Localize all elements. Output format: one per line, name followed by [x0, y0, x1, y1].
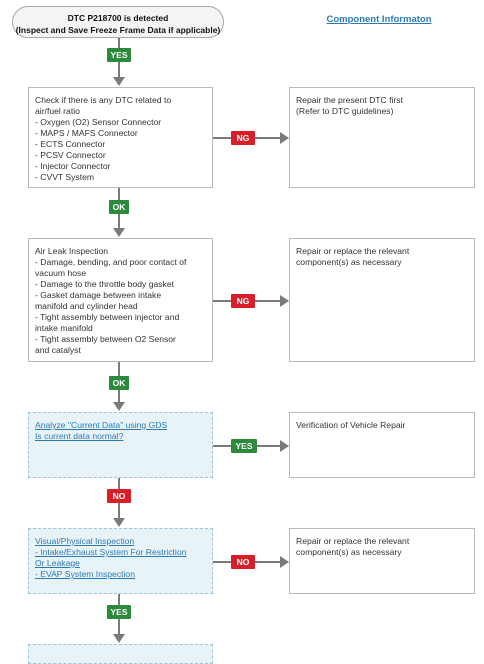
visual-inspection-step — [28, 528, 213, 594]
yes-badge: YES — [231, 439, 257, 453]
arrow-down-icon — [113, 634, 125, 643]
no-badge: NO — [231, 555, 255, 569]
dtc-detected-start — [12, 6, 224, 38]
step-line: - Tight assembly between O2 Sensor — [35, 334, 176, 344]
arrow-right-icon — [280, 132, 289, 144]
arrow-down-icon — [113, 518, 125, 527]
gds-current-data-link[interactable]: Analyze "Current Data" using GDS — [35, 420, 168, 430]
result-line: Verification of Vehicle Repair — [296, 420, 406, 430]
visual-inspection-link[interactable]: Visual/Physical Inspection — [35, 536, 135, 546]
intake-exhaust-link-cont[interactable]: Or Leakage — [35, 558, 80, 568]
result-line: Repair or replace the relevant — [296, 246, 410, 256]
arrow-down-icon — [113, 402, 125, 411]
step-line: - Damage to the throttle body gasket — [35, 279, 175, 289]
current-data-step — [28, 412, 213, 478]
intake-exhaust-link[interactable]: - Intake/Exhaust System For Restriction — [35, 547, 187, 557]
dtc-check-step — [28, 87, 213, 188]
yes-badge: YES — [107, 48, 131, 62]
next-step — [28, 644, 213, 664]
result-line: Repair the present DTC first — [296, 95, 403, 105]
no-badge: NO — [107, 489, 131, 503]
step-line: and catalyst — [35, 345, 81, 355]
arrow-down-icon — [113, 77, 125, 86]
ok-badge: OK — [109, 200, 129, 214]
step-line: - Damage, bending, and poor contact of — [35, 257, 187, 267]
ng-badge: NG — [231, 294, 255, 308]
result-repair-component — [289, 238, 475, 362]
current-data-normal-link[interactable]: Is current data normal? — [35, 431, 124, 441]
result-line: Repair or replace the relevant — [296, 536, 410, 546]
step-line: Air Leak Inspection — [35, 246, 109, 256]
step-line: vacuum hose — [35, 268, 87, 278]
step-line: - Injector Connector — [35, 161, 111, 171]
ok-badge: OK — [109, 376, 129, 390]
step-line: intake manifold — [35, 323, 93, 333]
air-leak-step — [28, 238, 213, 362]
step-line: - MAPS / MAFS Connector — [35, 128, 138, 138]
result-line: component(s) as necessary — [296, 547, 402, 557]
step-line: manifold and cylinder head — [35, 301, 138, 311]
step-line: - Oxygen (O2) Sensor Connector — [35, 117, 162, 127]
yes-badge: YES — [107, 605, 131, 619]
step-line: - ECTS Connector — [35, 139, 106, 149]
step-line: air/fuel ratio — [35, 106, 80, 116]
step-line: - CVVT System — [35, 172, 95, 182]
evap-inspection-link[interactable]: - EVAP System Inspection — [35, 569, 135, 579]
result-repair-dtc — [289, 87, 475, 188]
arrow-right-icon — [280, 295, 289, 307]
ng-badge: NG — [231, 131, 255, 145]
arrow-down-icon — [113, 228, 125, 237]
result-verification — [289, 412, 475, 478]
step-line: - Tight assembly between injector and — [35, 312, 180, 322]
arrow-right-icon — [280, 440, 289, 452]
arrow-right-icon — [280, 556, 289, 568]
step-line: Check if there is any DTC related to — [35, 95, 172, 105]
step-line: - Gasket damage between intake — [35, 290, 162, 300]
result-repair-component — [289, 528, 475, 594]
start-title: DTC P218700 is detected — [67, 13, 169, 23]
start-subtitle: (Inspect and Save Freeze Frame Data if applicable) — [15, 25, 221, 35]
result-line: component(s) as necessary — [296, 257, 402, 267]
component-information-link[interactable]: Component Informaton — [326, 14, 432, 25]
step-line: - PCSV Connector — [35, 150, 106, 160]
result-line: (Refer to DTC guidelines) — [296, 106, 394, 116]
